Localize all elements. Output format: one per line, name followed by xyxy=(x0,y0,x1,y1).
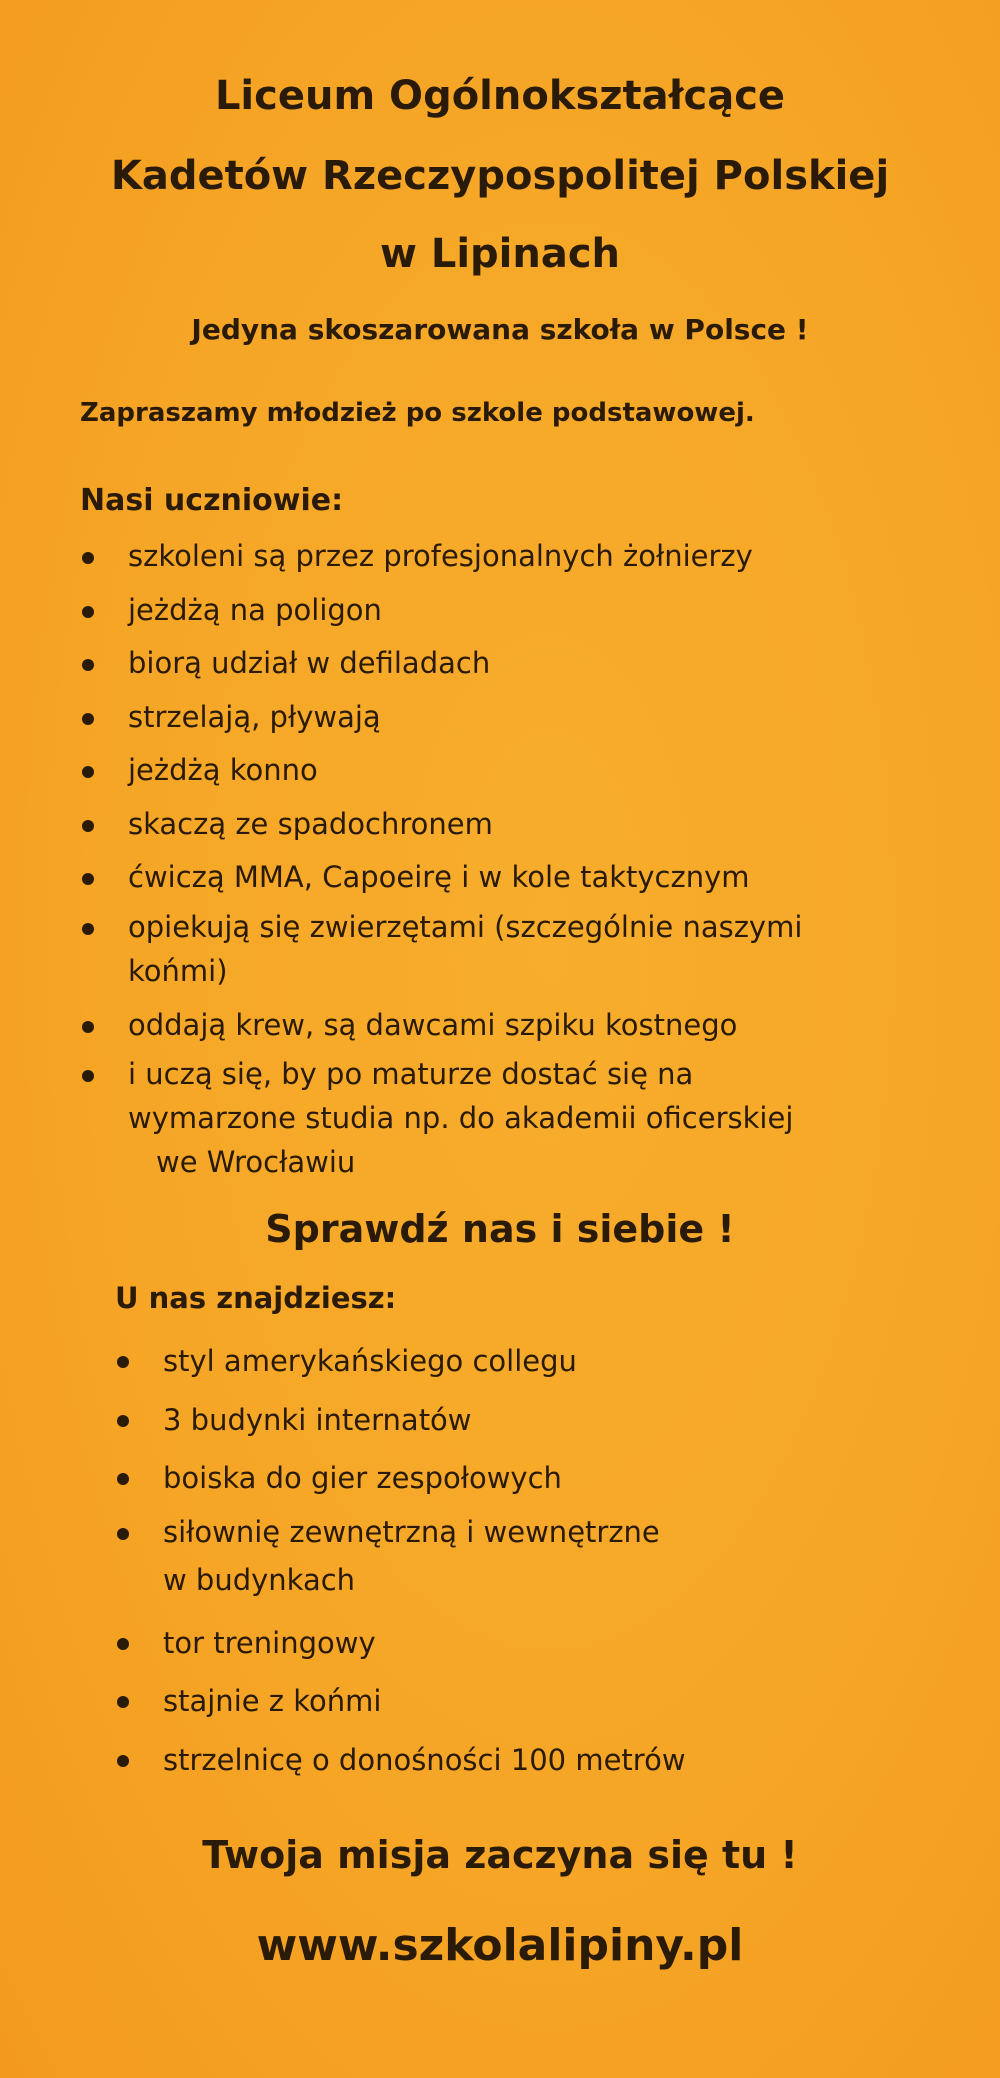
bullet-icon xyxy=(82,659,94,671)
students-heading: Nasi uczniowie: xyxy=(80,483,344,518)
facilities-list xyxy=(115,1332,965,1789)
bullet-icon xyxy=(117,1473,129,1485)
list-item: styl amerykańskiego collegu xyxy=(115,1332,965,1391)
list-item: szkoleni są przez profesjonalnych żołnierzy xyxy=(80,530,960,584)
intro-text: Zapraszamy młodzież po szkole podstawowej. xyxy=(80,398,755,428)
bullet-icon xyxy=(117,1356,129,1368)
list-item: oddają krew, są dawcami szpiku kostnego xyxy=(80,999,960,1053)
bullet-icon xyxy=(82,1070,94,1082)
list-item: skaczą ze spadochronem xyxy=(80,798,960,852)
bullet-icon xyxy=(82,1021,94,1033)
bullet-icon xyxy=(117,1638,129,1650)
school-title-line-3: w Lipinach xyxy=(379,231,621,277)
bullet-icon xyxy=(117,1415,129,1427)
list-item: jeżdżą konno xyxy=(80,744,960,798)
mission-slogan: Twoja misja zaczyna się tu ! xyxy=(202,1833,798,1877)
list-item: opiekują się zwierzętami (szczególnie naszymi końmi) xyxy=(80,905,960,993)
check-slogan: Sprawdź nas i siebie ! xyxy=(265,1207,735,1251)
list-item: strzelają, pływają xyxy=(80,691,960,745)
list-item: biorą udział w defiladach xyxy=(80,637,960,691)
bullet-icon xyxy=(82,713,94,725)
bullet-icon xyxy=(117,1528,129,1540)
subtitle: Jedyna skoszarowana szkoła w Polsce ! xyxy=(191,313,809,346)
bullet-icon xyxy=(82,923,94,935)
list-item: strzelnicę o donośności 100 metrów xyxy=(115,1731,965,1790)
list-item: 3 budynki internatów xyxy=(115,1391,965,1450)
bullet-icon xyxy=(117,1755,129,1767)
list-item: tor treningowy xyxy=(115,1614,965,1673)
list-item: jeżdżą na poligon xyxy=(80,584,960,638)
bullet-icon xyxy=(117,1696,129,1708)
list-item: i uczą się, by po maturze dostać się na wymarzone studia np. do akademii oficerskiej we Wrocławiu xyxy=(80,1052,960,1184)
list-item: ćwiczą MMA, Capoeirę i w kole taktycznym xyxy=(80,851,960,905)
school-title-line-2: Kadetów Rzeczypospolitej Polskiej xyxy=(110,153,890,199)
list-item: stajnie z końmi xyxy=(115,1672,965,1731)
bullet-icon xyxy=(82,766,94,778)
bullet-icon xyxy=(82,552,94,564)
school-title-line-1: Liceum Ogólnokształcące xyxy=(214,73,786,119)
facilities-heading: U nas znajdziesz: xyxy=(115,1281,397,1315)
list-item: boiska do gier zespołowych xyxy=(115,1449,965,1508)
bullet-icon xyxy=(82,820,94,832)
bullet-icon xyxy=(82,606,94,618)
bullet-icon xyxy=(82,873,94,885)
students-list xyxy=(80,530,960,1184)
list-item: siłownię zewnętrzną i wewnętrzne w budynkach xyxy=(115,1508,965,1604)
website-url[interactable]: www.szkolalipiny.pl xyxy=(256,1920,744,1971)
